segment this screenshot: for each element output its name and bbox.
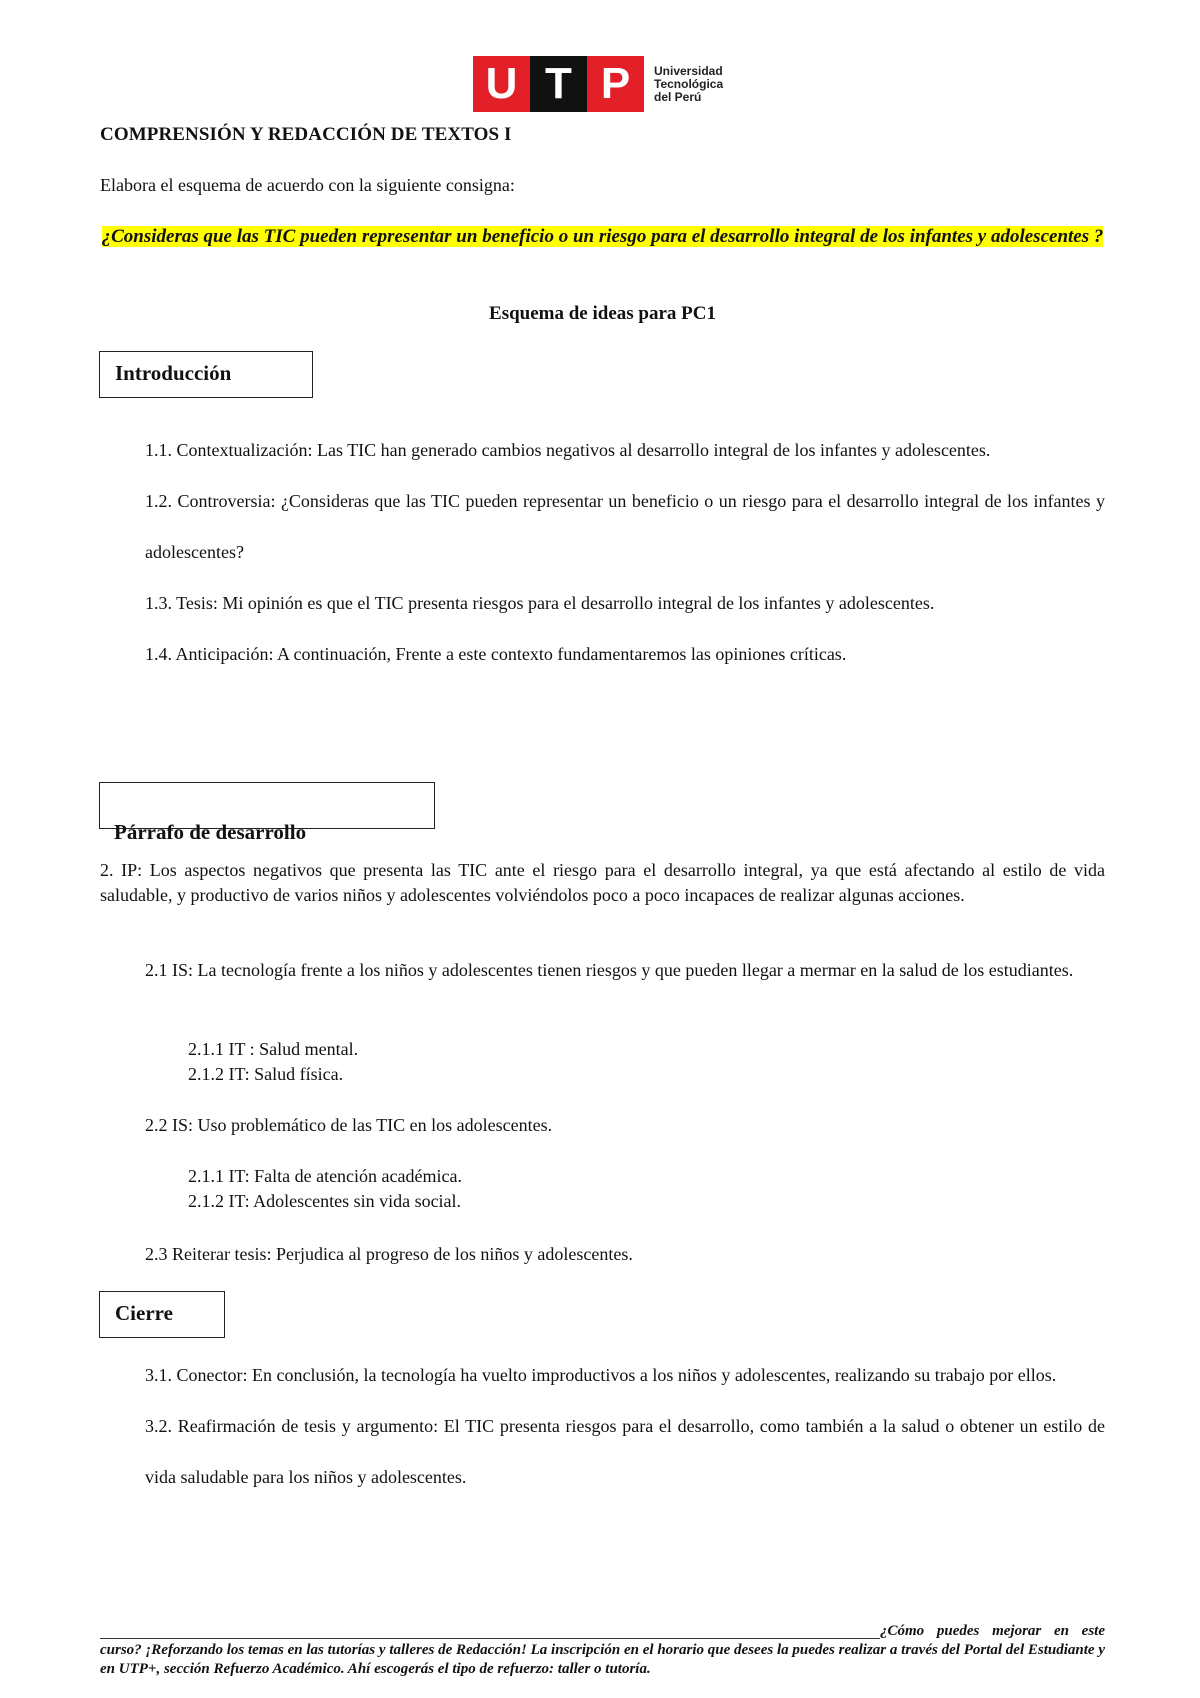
introduction-item-1: 1.1. Contextualización: Las TIC han generado cambios negativos al desarrollo integral de los infantes y adolescentes. (145, 440, 991, 460)
development-heading: Párrafo de desarrollo (114, 820, 307, 844)
logo-letter-t: T (530, 56, 587, 112)
tertiary-idea: 2.1.1 IT: Falta de atención académica. (188, 1166, 462, 1186)
question-prompt (100, 222, 1105, 251)
tertiary-idea: 2.1.2 IT: Salud física. (188, 1064, 344, 1084)
logo-letters (473, 56, 644, 112)
logo-line-1: Universidad (654, 63, 723, 78)
logo-line-2: Tecnológica (654, 76, 724, 91)
development-secondary-idea-2: 2.2 IS: Uso problemático de las TIC en los adolescentes. (145, 1115, 553, 1135)
logo-letter-p: P (587, 56, 644, 112)
footer-text: ¿Cómo puedes mejorar en este curso? ¡Reforzando los temas en las tutorías y talleres de Redacción! La inscripción en el horario que desees la puedes realizar a través del Portal del Estudiante y en UTP+, sección Refuerzo Académico. Ahí escogerás el tipo de refuerzo: taller o tutoría. (100, 1623, 1105, 1677)
introduction-item-4: 1.4. Anticipación: A continuación, Frente a este contexto fundamentaremos las opiniones críticas. (145, 644, 847, 664)
course-title: COMPRENSIÓN Y REDACCIÓN DE TEXTOS I (100, 124, 512, 145)
introduction-item-2: 1.2. Controversia: ¿Consideras que las TIC pueden representar un beneficio o un riesgo para el desarrollo integral de los infantes y adolescentes? (145, 491, 1105, 562)
closing-item-1: 3.1. Conector: En conclusión, la tecnología ha vuelto improductivos a los niños y adolescentes, realizando su trabajo por ellos. (145, 1365, 1057, 1385)
schema-title: Esquema de ideas para PC1 (489, 303, 716, 324)
introduction-item-3: 1.3. Tesis: Mi opinión es que el TIC presenta riesgos para el desarrollo integral de los infantes y adolescentes. (145, 593, 935, 613)
logo-university-name (654, 65, 723, 104)
introduction-list (145, 425, 1105, 680)
utp-logo (473, 56, 723, 112)
instruction-text: Elabora el esquema de acuerdo con la siguiente consigna: (100, 175, 515, 195)
introduction-heading: Introducción (99, 351, 313, 398)
question-highlight: ¿Consideras que las TIC pueden representar un beneficio o un riesgo para el desarrollo integral de los infantes y adolescentes ? (101, 226, 1104, 247)
development-main-idea: 2. IP: Los aspectos negativos que presenta las TIC ante el riesgo para el desarrollo integral, ya que está afectando al estilo de vida saludable, y productivo de varios niños y adolescentes volviéndolos poco a poco incapaces de realizar algunas acciones. (100, 860, 1105, 905)
closing-item-2: 3.2. Reafirmación de tesis y argumento: El TIC presenta riesgos para el desarrollo, como también a la salud o obtener un estilo de vida saludable para los niños y adolescentes. (145, 1416, 1105, 1487)
tertiary-idea: 2.1.1 IT : Salud mental. (188, 1039, 359, 1059)
development-secondary-idea-1: 2.1 IS: La tecnología frente a los niños y adolescentes tienen riesgos y que pueden llegar a mermar en la salud de los estudiantes. (145, 960, 1074, 980)
footer-note (100, 1622, 1105, 1679)
closing-heading: Cierre (99, 1291, 225, 1338)
tertiary-idea: 2.1.2 IT: Adolescentes sin vida social. (188, 1191, 462, 1211)
development-reiterate-thesis: 2.3 Reiterar tesis: Perjudica al progreso de los niños y adolescentes. (145, 1244, 633, 1264)
closing-list (145, 1350, 1105, 1503)
secondary-idea-1-details (188, 1037, 358, 1087)
logo-line-3: del Perú (654, 89, 702, 104)
secondary-idea-2-details (188, 1164, 462, 1214)
logo-letter-u: U (473, 56, 530, 112)
